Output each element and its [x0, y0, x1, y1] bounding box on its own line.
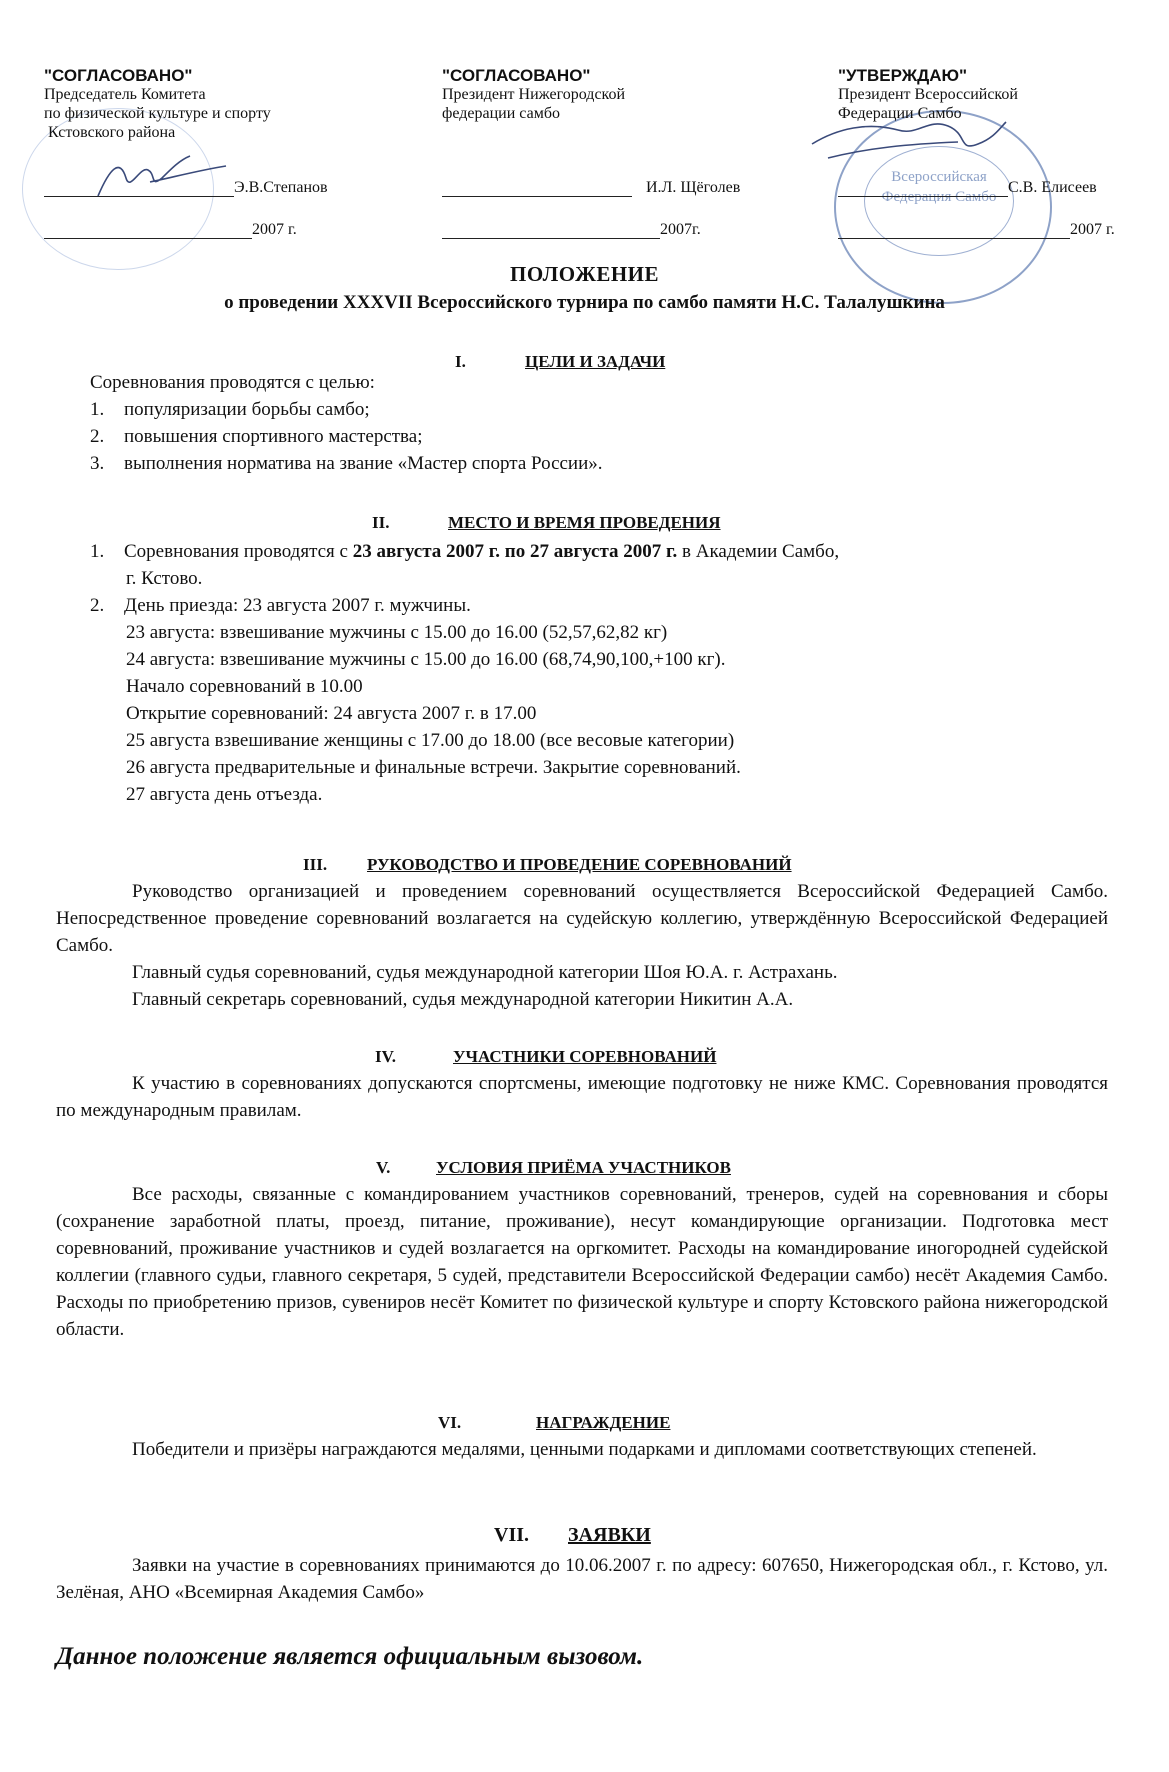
- approval-date: 2007 г.: [1070, 221, 1115, 238]
- section-7-paragraph: Заявки на участие в соревнованиях принимаются до 10.06.2007 г. по адресу: 607650, Нижегородская обл., г. Кстово, ул. Зелёная, АНО «Всемирная Академия Самбо»: [56, 1555, 1108, 1603]
- document-title: ПОЛОЖЕНИЕ: [509, 262, 660, 286]
- approval-line: Председатель Комитета: [44, 86, 206, 103]
- section-number: VII.: [494, 1524, 530, 1546]
- section-3-chief-secretary: Главный секретарь соревнований, судья международной категории Никитин А.А.: [132, 989, 794, 1010]
- list-number: 3.: [90, 453, 105, 474]
- signer-name: И.Л. Щёголев: [646, 179, 741, 196]
- section-1-intro: Соревнования проводятся с целью:: [90, 372, 375, 393]
- approval-line: Кстовского района: [48, 124, 176, 141]
- section-title: МЕСТО И ВРЕМЯ ПРОВЕДЕНИЯ: [448, 513, 721, 532]
- signature-line: [442, 196, 632, 197]
- list-number: 1.: [90, 399, 105, 420]
- date-line: [442, 238, 660, 239]
- approval-nizhny-federation: [442, 66, 772, 238]
- signer-name: Э.В.Степанов: [234, 179, 328, 196]
- approval-date: 2007 г.: [252, 221, 297, 238]
- approval-committee: [44, 66, 364, 238]
- date-line: [44, 238, 252, 239]
- date-line: [838, 238, 1070, 239]
- section-heading-7: [494, 1524, 744, 1550]
- list-text: [124, 538, 839, 565]
- approval-heading: "СОГЛАСОВАНО": [442, 66, 591, 85]
- approval-line: Федерации Самбо: [838, 105, 962, 122]
- list-number: 2.: [90, 426, 105, 447]
- section-title: УСЛОВИЯ ПРИЁМА УЧАСТНИКОВ: [436, 1158, 731, 1177]
- section-title: ЦЕЛИ И ЗАДАЧИ: [525, 352, 666, 371]
- list-continuation: г. Кстово.: [126, 568, 203, 589]
- schedule-line: 27 августа день отъезда.: [126, 784, 323, 805]
- section-title: УЧАСТНИКИ СОРЕВНОВАНИЙ: [453, 1047, 717, 1066]
- section-title: НАГРАЖДЕНИЕ: [536, 1413, 671, 1432]
- schedule-line: 24 августа: взвешивание мужчины с 15.00 до 16.00 (68,74,90,100,+100 кг).: [126, 649, 726, 670]
- date-row: [838, 220, 1115, 239]
- signature-row: [442, 178, 740, 197]
- section-title: ЗАЯВКИ: [568, 1524, 651, 1546]
- section-number: III.: [303, 855, 328, 874]
- section-heading-1: [455, 352, 755, 374]
- document-subtitle: о проведении XXXVII Всероссийского турнира по самбо памяти Н.С. Талалушкина: [224, 292, 945, 313]
- text-part: Соревнования проводятся с: [124, 541, 353, 562]
- section-number: IV.: [375, 1047, 396, 1066]
- list-number: 1.: [90, 541, 105, 562]
- section-heading-4: [375, 1047, 825, 1069]
- approval-line: федерации самбо: [442, 105, 560, 122]
- section-heading-2: [372, 513, 822, 535]
- section-3-paragraph: Руководство организацией и проведением соревнований осуществляется Всероссийской Федерацией Самбо. Непосредственное проведение соревнований возлагается на судейскую коллегию, утверждённую Всероссийской Федерацией Самбо.: [56, 881, 1108, 956]
- section-number: VI.: [438, 1413, 462, 1432]
- list-text: День приезда: 23 августа 2007 г. мужчины.: [124, 595, 471, 616]
- section-heading-5: [376, 1158, 826, 1180]
- stamp-text: Всероссийская Федерация Самбо: [864, 146, 1014, 256]
- list-text: повышения спортивного мастерства;: [124, 426, 423, 447]
- schedule-line: 26 августа предварительные и финальные встречи. Закрытие соревнований.: [126, 757, 741, 778]
- signature-line: [838, 196, 1008, 197]
- list-number: 2.: [90, 595, 105, 616]
- section-3-chief-judge: Главный судья соревнований, судья международной категории Шоя Ю.А. г. Астрахань.: [132, 962, 838, 983]
- section-number: II.: [372, 513, 390, 532]
- section-5-paragraph: Все расходы, связанные с командированием участников соревнований, тренеров, судей на соревнования и сборы (сохранение заработной платы, проезд, питание, проживание), несут командирующие организации. Подготовка мест соревнований, проживание участников и судей возлагается на оргкомитет. Расходы на командирование иногородней судейской коллегии (главного судьи, главного секретаря, 5 судей, представители Всероссийской Федерации самбо) несёт Академия Самбо. Расходы по приобретению призов, сувениров несёт Комитет по физической культуре и спорту Кстовского района нижегородской области.: [56, 1184, 1108, 1340]
- section-6-paragraph: Победители и призёры награждаются медалями, ценными подарками и дипломами соответствующих степеней.: [132, 1439, 1037, 1460]
- section-number: I.: [455, 352, 466, 371]
- approval-line: Президент Нижегородской: [442, 86, 626, 103]
- list-text: популяризации борьбы самбо;: [124, 399, 370, 420]
- section-number: V.: [376, 1158, 391, 1177]
- section-heading-3: [303, 855, 923, 877]
- approval-heading: "СОГЛАСОВАНО": [44, 66, 193, 85]
- approval-date: 2007г.: [660, 221, 701, 238]
- approval-line: Президент Всероссийской: [838, 86, 1018, 103]
- closing-statement: Данное положение является официальным вызовом.: [56, 1643, 644, 1670]
- section-heading-6: [438, 1413, 738, 1435]
- schedule-line: 23 августа: взвешивание мужчины с 15.00 до 16.00 (52,57,62,82 кг): [126, 622, 668, 643]
- approval-heading: "УТВЕРЖДАЮ": [838, 66, 968, 85]
- section-title: РУКОВОДСТВО И ПРОВЕДЕНИЕ СОРЕВНОВАНИЙ: [367, 855, 792, 874]
- signature-scribble: [808, 108, 1008, 188]
- date-row: [442, 220, 701, 239]
- schedule-line: Начало соревнований в 10.00: [126, 676, 363, 697]
- section-4-paragraph: К участию в соревнованиях допускаются спортсмены, имеющие подготовку не ниже КМС. Соревнования проводятся по международным правилам.: [56, 1073, 1108, 1121]
- list-text: выполнения норматива на звание «Мастер спорта России».: [124, 453, 603, 474]
- signature-scribble: [90, 148, 230, 208]
- dates-bold: 23 августа 2007 г. по 27 августа 2007 г.: [352, 541, 678, 562]
- signer-name: С.В. Елисеев: [1008, 179, 1097, 196]
- schedule-line: Открытие соревнований: 24 августа 2007 г. в 17.00: [126, 703, 537, 724]
- text-part: в Академии Самбо,: [677, 541, 840, 562]
- schedule-line: 25 августа взвешивание женщины с 17.00 до 18.00 (все весовые категории): [126, 730, 735, 751]
- approval-line: по физической культуре и спорту: [44, 105, 271, 122]
- date-row: [44, 220, 297, 239]
